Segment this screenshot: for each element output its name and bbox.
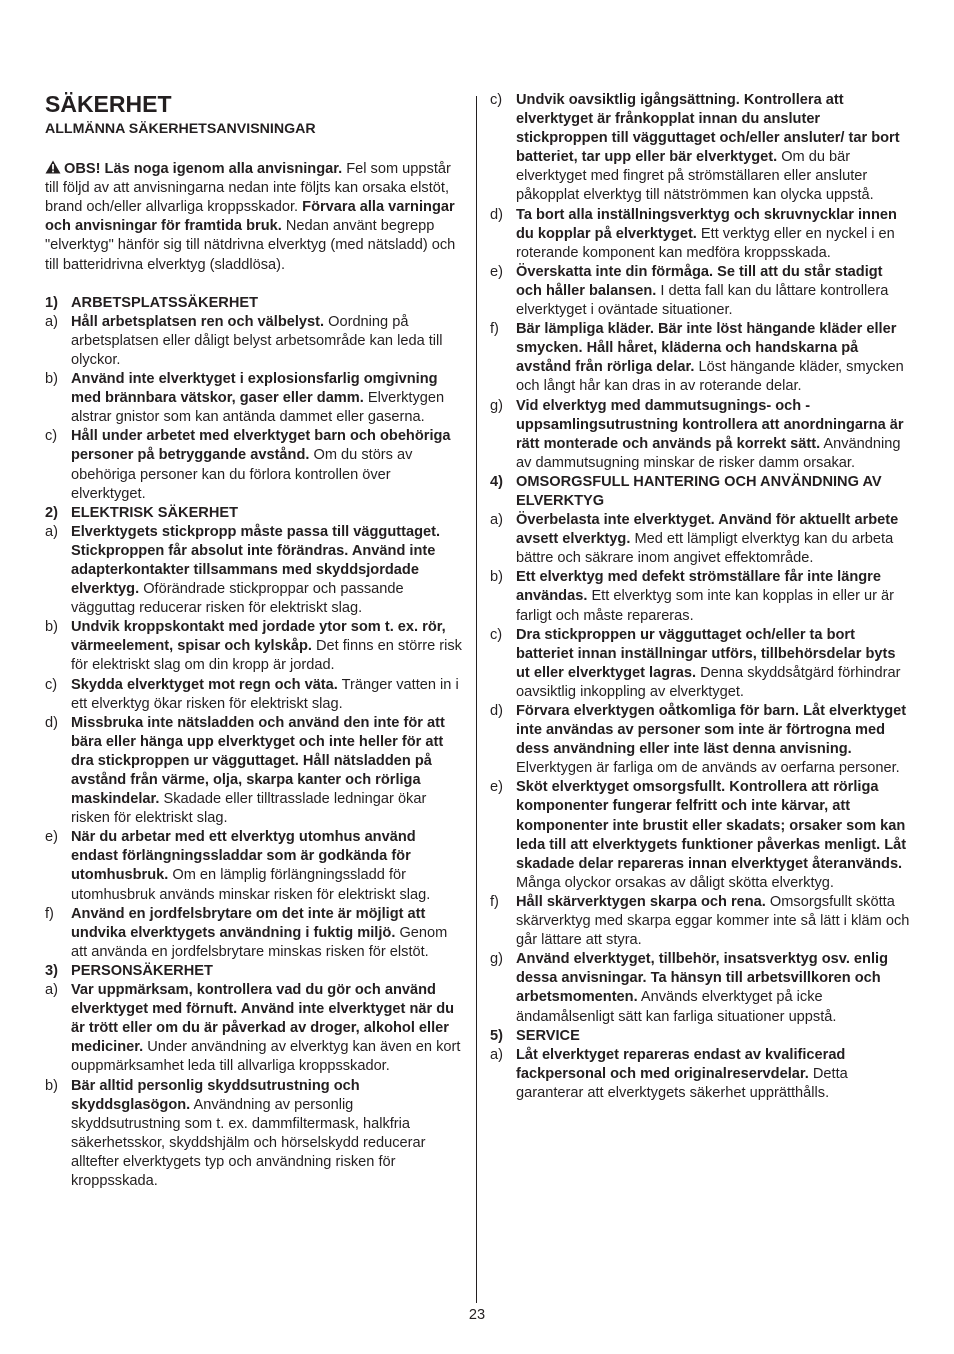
item-letter: f) [490, 893, 499, 910]
section-heading [490, 1027, 910, 1046]
page-number: 23 [468, 1307, 486, 1323]
item-text [71, 1077, 465, 1192]
intro-lead-bold: OBS! Läs noga igenom alla anvisningar. [64, 161, 343, 178]
item-letter: b) [45, 619, 58, 636]
item-bold-text: Håll under arbetet med elverktyget barn och obehöriga personer på betryggande avstånd. [71, 428, 451, 464]
page-subtitle: ALLMÄNNA SÄKERHETSANVISNINGAR [45, 121, 316, 137]
list-item [490, 91, 910, 206]
item-letter: f) [45, 905, 54, 922]
item-body-text: Skadade eller tilltrasslade ledningar ökar risken för elektriskt slag. [71, 791, 427, 827]
list-item [45, 981, 465, 1076]
item-bold-text: Bär lämpliga kläder. Bär inte löst hängande kläder eller smycken. Håll håret, kläderna och handskarna på avstånd från rörliga delar. [516, 321, 897, 376]
item-body-text: Denna skyddsåtgärd förhindrar oavsiktlig inkoppling av elverktyget. [516, 664, 901, 700]
item-text [71, 828, 465, 904]
list-item [490, 568, 910, 625]
item-bold-text: Låt elverktyget repareras endast av kvalificerad fackpersonal och med originalreservdelar. [516, 1046, 846, 1082]
list-item [45, 427, 465, 503]
section-title: SERVICE [516, 1027, 580, 1044]
item-bold-text: Vid elverktyg med dammutsugnings- och -uppsamlingsutrustning kontrollera att anordningarna är rätt monterade och används på korrekt sätt. [516, 397, 904, 452]
intro-lead-text: Fel som uppstår till följd av att anvisningarna nedan inte följts kan orsaka elstöt, brand och/eller allvarliga kroppsskador. [45, 161, 451, 216]
item-bold-text: Undvik kroppskontakt med jordade ytor som t. ex. rör, värmeelement, spisar och kylskåp. [71, 619, 446, 655]
item-body-text: Om du störs av obehöriga personer kan du förlora kontrollen över elverktyget. [71, 447, 413, 502]
item-text [71, 313, 465, 370]
item-letter: a) [490, 512, 503, 529]
item-letter: a) [45, 523, 58, 540]
item-bold-text: Håll skärverktygen skarpa och rena. [516, 893, 766, 910]
item-body-text: Ett verktyg eller en nyckel i en roterande komponent kan medföra kroppsskada. [516, 225, 895, 261]
item-body-text: Tränger vatten in i ett elverktyg ökar risken för elektriskt slag. [71, 676, 459, 712]
list-item [490, 1046, 910, 1103]
list-item [45, 313, 465, 370]
item-text [516, 511, 910, 568]
list-item [490, 263, 910, 320]
item-text [71, 905, 465, 962]
section-number: 5) [490, 1027, 503, 1044]
section-heading [490, 473, 910, 511]
column-divider [476, 96, 477, 1303]
item-letter: a) [490, 1046, 503, 1063]
item-bold-text: Överbelasta inte elverktyget. Använd för aktuellt arbete avsett elverktyg. [516, 512, 899, 548]
item-text [71, 676, 465, 714]
item-bold-text: Var uppmärksam, kontrollera vad du gör och använd elverktyget med förnuft. Använd inte elverktyget när du är trött eller om du är påverkad av droger, alkohol eller mediciner. [71, 982, 455, 1056]
item-bold-text: Ta bort alla inställningsverktyg och skruvnycklar innen du kopplar på elverktyget. [516, 206, 897, 242]
item-bold-text: Överskatta inte din förmåga. Se till att du står stadigt och håller balansen. [516, 263, 883, 299]
item-text [71, 618, 465, 675]
item-letter: f) [490, 321, 499, 338]
item-text [71, 427, 465, 503]
item-body-text: Användning av dammutsugning minskar de risker damm orsakar. [516, 435, 901, 471]
item-letter: c) [45, 676, 58, 693]
right-column-sections [490, 91, 910, 1103]
item-body-text: Oordning på arbetsplatsen eller dåligt belyst arbetsområde kan leda till olyckor. [71, 313, 443, 368]
item-body-text: Oförändrade stickproppar och passande vägguttag reducerar risken för elektriskt slag. [71, 581, 404, 617]
item-text [516, 950, 910, 1026]
section-title: ARBETSPLATSSÄKERHET [71, 294, 259, 311]
item-text [516, 206, 910, 263]
item-body-text: Elverktygen alstrar gnistor som kan antända dammet eller gaserna. [71, 390, 445, 426]
item-letter: d) [45, 714, 58, 731]
item-letter: g) [490, 397, 503, 414]
section-number: 4) [490, 473, 503, 490]
item-bold-text: Missbruka inte nätsladden och använd den inte för att bära eller hänga upp elverktyget och inte heller för att dra stickproppen ur vägguttaget. Håll nätsladden på avstånd från värme, olja, skarpa kanter och rörliga maskindelar. [71, 714, 445, 808]
item-body-text: Många olyckor orsakas av dåligt skötta elverktyg. [516, 874, 834, 891]
item-text [516, 778, 910, 893]
intro-text-2: Nedan använt begrepp "elverktyg" hänför sig till nätdrivna elverktyg (med nätsladd) och till batteridrivna elverktyg (sladdlösa). [45, 218, 456, 273]
item-bold-text: Dra stickproppen ur vägguttaget och/eller ta bort batteriet innan inställningar utförs, tillbehörsdelar byts ut eller elverktyget lagras. [516, 626, 896, 681]
list-item [490, 397, 910, 473]
list-item [490, 206, 910, 263]
list-item [490, 893, 910, 950]
item-text [71, 981, 465, 1076]
section-title: OMSORGSFULL HANTERING OCH ANVÄNDNING AV ELVERKTYG [516, 473, 882, 509]
item-body-text: Elverktygen är farliga om de används av oerfarna personer. [516, 760, 900, 777]
item-bold-text: Använd en jordfelsbrytare om det inte är möjligt att undvika elverktygets användning i fuktig miljö. [71, 905, 426, 941]
item-letter: e) [490, 263, 503, 280]
item-letter: c) [490, 626, 503, 643]
item-letter: d) [490, 703, 503, 719]
list-item [45, 370, 465, 427]
item-letter: c) [490, 92, 503, 108]
item-letter: d) [490, 206, 503, 223]
item-body-text: Om en lämplig förlängningssladd för utomhusbruk används minskar risken för elektriskt slag. [71, 867, 431, 903]
list-item [45, 905, 465, 962]
item-text [71, 523, 465, 618]
item-body-text: Med ett lämpligt elverktyg kan du arbeta bättre och säkrare inom angivet effektområde. [516, 531, 894, 567]
section-heading [45, 294, 465, 313]
item-bold-text: Ett elverktyg med defekt strömställare får inte längre användas. [516, 569, 881, 605]
item-bold-text: När du arbetar med ett elverktyg utomhus använd endast förlängningssladdar som är godkända för utomhusbruk. [71, 829, 416, 884]
intro-bold-2: Förvara alla varningar och anvisningar för framtida bruk. [45, 199, 455, 235]
item-text [516, 893, 910, 950]
item-letter: b) [490, 569, 503, 586]
item-body-text: Används elverktyget på icke ändamålsenligt sätt kan farliga situationer uppstå. [516, 989, 837, 1025]
item-text [71, 370, 465, 427]
item-body-text: Under användning av elverktyg kan även en kort ouppmärksamhet leda till allvarliga kroppsskador. [71, 1039, 461, 1075]
item-letter: b) [45, 371, 58, 388]
list-item [490, 511, 910, 568]
item-text [516, 1046, 910, 1103]
item-text [516, 568, 910, 625]
item-body-text: Ett elverktyg som inte kan kopplas in eller ur är farligt och måste repareras. [516, 588, 894, 624]
item-text [516, 320, 910, 396]
list-item [45, 714, 465, 829]
item-bold-text: Använd elverktyget, tillbehör, insatsverktyg osv. enlig dessa anvisningar. Ta hänsyn till arbetsvillkoren och arbetsmomenten. [516, 951, 888, 1006]
item-body-text: Detta garanterar att elverktygets säkerhet upprätthålls. [516, 1065, 848, 1101]
page-title: SÄKERHET [45, 91, 172, 117]
left-column-sections [45, 294, 465, 1191]
item-letter: g) [490, 951, 503, 968]
section-title: PERSONSÄKERHET [71, 962, 213, 979]
left-column [45, 0, 465, 1191]
item-bold-text: Bär alltid personlig skyddsutrustning och skyddsglasögon. [71, 1077, 360, 1113]
section-heading [45, 504, 465, 523]
warning-triangle-icon [45, 160, 61, 174]
list-item [490, 950, 910, 1026]
list-item [45, 618, 465, 675]
item-bold-text: Sköt elverktyget omsorgsfullt. Kontrollera att rörliga komponenter fungerar felfritt och inte kärvar, att komponenter inte brustit eller skadats; orsaker som kan leda till att elverktygets funktioner påverkas menligt. Låt skadade delar repareras innan elverktyget återanvänds. [516, 779, 907, 872]
item-letter: a) [45, 982, 58, 999]
item-body-text: Det finns en större risk för elektriskt slag om din kropp är jordad. [71, 638, 462, 674]
item-body-text: I detta fall kan du låttare kontrollera elverktyget i oväntade situationer. [516, 282, 889, 319]
section-heading [45, 962, 465, 981]
item-text [516, 626, 910, 702]
list-item [45, 1077, 465, 1192]
item-bold-text: Förvara elverktygen oåtkomliga för barn. Låt elverktyget inte användas av personer som inte är förtrogna med dess användning eller inte läst denna anvisning. [516, 703, 907, 758]
item-body-text: Användning av personlig skyddsutrustning som t. ex. dammfiltermask, halkfria säkerhetsskor, skyddshjälm och hörselskydd reducerar alltefter elverktygets typ och användning risken för kroppsskada. [71, 1096, 426, 1189]
list-item [490, 320, 910, 396]
item-body-text: Om du bär elverktyget med fingret på strömställaren eller ansluter påkopplat elverktyg till nätströmmen kan olycka uppstå. [516, 149, 874, 204]
intro-paragraph [45, 160, 465, 275]
item-bold-text: Elverktygets stickpropp måste passa till vägguttaget. Stickproppen får absolut inte förändras. Använd inte adapterkontakter tillsammans med skyddsjordade elverktyg. [71, 523, 441, 598]
list-item [45, 828, 465, 904]
section-number: 3) [45, 962, 58, 979]
item-text [516, 263, 910, 320]
item-text [516, 702, 910, 778]
list-item [45, 523, 465, 618]
item-letter: e) [490, 779, 503, 796]
list-item [490, 626, 910, 702]
section-number: 1) [45, 294, 58, 311]
item-letter: c) [45, 428, 58, 445]
list-item [490, 778, 910, 893]
item-body-text: Löst hängande kläder, smycken och långt hår kan dras in av roterande delar. [516, 359, 904, 395]
section-title: ELEKTRISK SÄKERHET [71, 504, 239, 521]
item-bold-text: Använd inte elverktyget i explosionsfarlig omgivning med brännbara vätskor, gaser eller damm. [71, 371, 438, 407]
item-bold-text: Skydda elverktyget mot regn och väta. [71, 676, 338, 693]
item-body-text: Genom att använda en jordfelsbrytare minskas risken för elstöt. [71, 924, 448, 960]
item-letter: e) [45, 829, 58, 846]
item-letter: b) [45, 1077, 58, 1094]
right-column [490, 0, 910, 1103]
item-text [516, 397, 910, 473]
list-item [45, 676, 465, 714]
item-body-text: Omsorgsfullt skötta skärverktyg med skarpa eggar kommer inte så lätt i kläm och går lättare att styra. [516, 893, 910, 949]
item-bold-text: Undvik oavsiktlig igångsättning. Kontrollera att elverktyget är frånkopplat innan du ansluter stickproppen till vägguttaget och/eller ansluter/ tar bort batteriet, tar upp eller bär elverktyget. [516, 92, 900, 166]
item-text [71, 714, 465, 829]
section-number: 2) [45, 504, 58, 521]
item-text [516, 91, 910, 206]
item-bold-text: Håll arbetsplatsen ren och välbelyst. [71, 313, 325, 330]
list-item [490, 702, 910, 778]
item-letter: a) [45, 313, 58, 330]
